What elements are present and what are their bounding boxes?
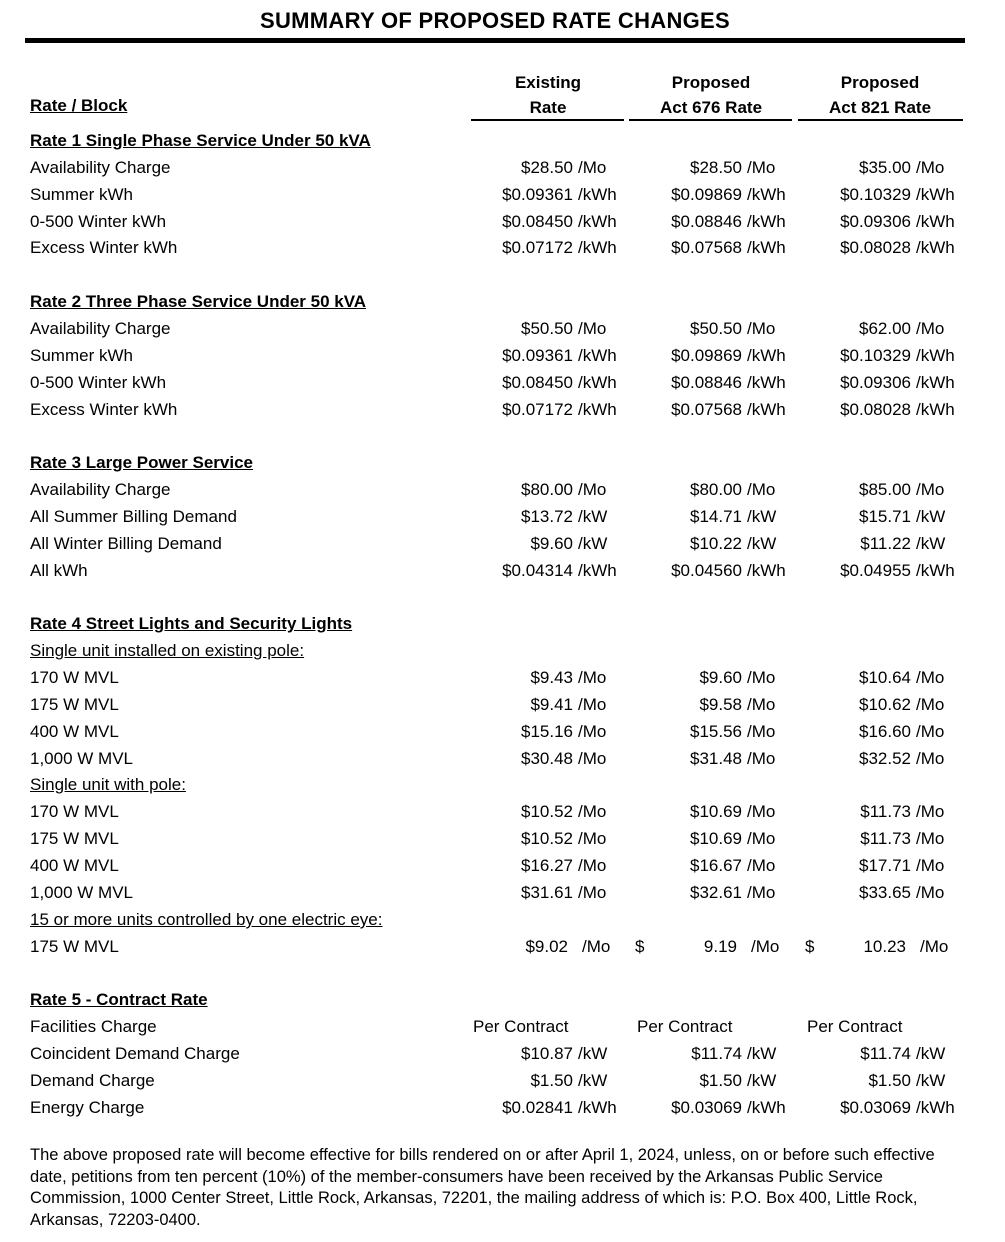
act821-rate-value: $17.71 [859,856,911,875]
act821-rate-value: $35.00 [859,158,911,177]
act676-rate-value: $9.60 [699,668,742,687]
act676-rate-value: $0.07568 [671,238,742,257]
existing-rate-value: $16.27 [521,856,573,875]
act821-rate-unit: /Mo [916,883,945,902]
row-label: Facilities Charge [30,1017,157,1036]
act821-rate-unit: /kWh [916,238,955,257]
act821-rate-unit: /Mo [920,937,949,956]
act676-rate-value: $0.07568 [671,400,742,419]
act676-rate-unit: /kWh [747,346,786,365]
existing-rate-value: $0.07172 [502,238,573,257]
header-act676-line2: Act 676 Rate [659,98,763,117]
act676-rate-unit: /Mo [747,319,776,338]
act821-rate-unit: /Mo [916,480,945,499]
table-row [0,478,1005,502]
row-label: 175 W MVL [30,829,119,848]
existing-rate-value: $9.60 [530,534,573,553]
existing-rate-value: $0.09361 [502,185,573,204]
subsection-heading [0,639,1005,663]
act821-rate-value: $16.60 [859,722,911,741]
act821-rate-value: $0.08028 [840,238,911,257]
row-label: 0-500 Winter kWh [30,212,167,231]
existing-rate-unit: /kW [578,1071,608,1090]
existing-rate-unit: /Mo [578,856,607,875]
existing-rate-value: $0.07172 [502,400,573,419]
act676-rate-unit: /kW [747,1071,777,1090]
row-label: Energy Charge [30,1098,145,1117]
row-label: Coincident Demand Charge [30,1044,240,1063]
act676-rate-unit: /Mo [747,695,776,714]
row-label: Availability Charge [30,158,171,177]
existing-rate-unit: /Mo [578,749,607,768]
table-row [0,344,1005,368]
act821-rate-unit: /kWh [916,185,955,204]
table-row [0,317,1005,341]
existing-rate-value: $9.41 [530,695,573,714]
row-label: 400 W MVL [30,722,119,741]
table-row [0,666,1005,690]
table-row [0,156,1005,180]
act821-rate-unit: /Mo [916,722,945,741]
act821-rate-unit: /Mo [916,749,945,768]
act676-rate-unit: /Mo [747,480,776,499]
act676-rate-unit: /kWh [747,185,786,204]
header-existing-line1: Existing [514,73,582,92]
existing-rate-unit: /kWh [578,373,617,392]
table-row [0,1069,1005,1093]
row-label: 170 W MVL [30,668,119,687]
act821-rate-value: 10.23 [863,937,906,956]
existing-rate-unit: /Mo [578,319,607,338]
existing-rate-unit: /kW [578,1044,608,1063]
act676-rate-value: $0.08846 [671,373,742,392]
section-heading [0,290,1005,314]
page-title: SUMMARY OF PROPOSED RATE CHANGES [259,8,730,33]
act676-rate-unit: /kW [747,534,777,553]
row-label: Excess Winter kWh [30,400,178,419]
act821-rate-unit: /kWh [916,346,955,365]
row-label: Availability Charge [30,319,171,338]
table-row [0,881,1005,905]
act821-rate-value: $0.04955 [840,561,911,580]
row-label: Summer kWh [30,346,133,365]
existing-rate-unit: /kWh [578,400,617,419]
act676-rate-unit: /Mo [747,883,776,902]
row-label: 170 W MVL [30,802,119,821]
act821-rate-unit: /kW [916,534,946,553]
existing-rate-unit: /Mo [578,829,607,848]
table-row [0,236,1005,260]
act821-rate-value: Per Contract [807,1017,903,1036]
subsection-heading [0,908,1005,932]
act821-rate-unit: /kW [916,1071,946,1090]
table-row [0,935,1005,959]
act676-rate-value: Per Contract [637,1017,733,1036]
act821-rate-value: $0.03069 [840,1098,911,1117]
act821-rate-value: $11.73 [860,829,911,848]
row-label: Single unit with pole: [30,775,186,794]
existing-rate-value: $80.00 [521,480,573,499]
row-label: Demand Charge [30,1071,155,1090]
existing-rate-value: $0.08450 [502,212,573,231]
act821-rate-unit: /Mo [916,158,945,177]
existing-rate-unit: /kWh [578,212,617,231]
act676-rate-unit: /kW [747,507,777,526]
table-row [0,1015,1005,1039]
table-row [0,854,1005,878]
act821-rate-unit: /Mo [916,829,945,848]
act821-rate-value: $0.08028 [840,400,911,419]
existing-rate-unit: /Mo [582,937,611,956]
act821-dollar-sign: $ [805,937,815,956]
existing-rate-unit: /kWh [578,1098,617,1117]
act676-rate-unit: /kWh [747,373,786,392]
existing-rate-value: $10.52 [521,802,573,821]
act676-rate-value: $0.08846 [671,212,742,231]
existing-rate-unit: /Mo [578,883,607,902]
act676-rate-value: $28.50 [690,158,742,177]
existing-rate-unit: /Mo [578,480,607,499]
row-label: 1,000 W MVL [30,749,133,768]
act821-rate-value: $0.09306 [840,212,911,231]
act676-rate-value: $10.22 [690,534,742,553]
existing-rate-value: $13.72 [521,507,573,526]
existing-rate-unit: /Mo [578,158,607,177]
existing-rate-value: $30.48 [521,749,573,768]
act821-rate-value: $11.74 [860,1044,911,1063]
act821-rate-unit: /Mo [916,319,945,338]
act821-rate-value: $11.73 [860,802,911,821]
existing-rate-value: $15.16 [521,722,573,741]
row-label: Rate 3 Large Power Service [30,453,254,472]
act676-rate-value: $16.67 [690,856,742,875]
act821-rate-value: $33.65 [859,883,911,902]
existing-rate-value: $9.43 [530,668,573,687]
row-label: 15 or more units controlled by one electric eye: [30,910,383,929]
existing-rate-value: $0.02841 [502,1098,573,1117]
table-row [0,398,1005,422]
row-label: Summer kWh [30,185,133,204]
act821-rate-unit: /Mo [916,668,945,687]
existing-rate-unit: /kWh [578,238,617,257]
table-row [0,210,1005,234]
act676-dollar-sign: $ [635,937,645,956]
act676-rate-unit: /kWh [747,561,786,580]
act821-rate-value: $1.50 [868,1071,911,1090]
existing-rate-value: $31.61 [521,883,573,902]
existing-rate-value: $0.08450 [502,373,573,392]
act676-rate-value: $0.09869 [671,185,742,204]
table-row [0,1096,1005,1120]
existing-rate-value: $1.50 [530,1071,573,1090]
act676-rate-unit: /kWh [747,212,786,231]
row-label: Rate 4 Street Lights and Security Lights [30,614,353,633]
act821-rate-value: $11.22 [860,534,911,553]
act821-rate-value: $15.71 [859,507,911,526]
act676-rate-unit: /Mo [747,668,776,687]
section-heading [0,988,1005,1012]
act821-rate-value: $0.10329 [840,185,911,204]
header-existing-line2: Rate [529,98,567,117]
existing-rate-value: $50.50 [521,319,573,338]
existing-rate-unit: /Mo [578,722,607,741]
table-row [0,800,1005,824]
act676-rate-value: $0.04560 [671,561,742,580]
existing-rate-unit: /Mo [578,695,607,714]
act821-rate-value: $85.00 [859,480,911,499]
row-label: 400 W MVL [30,856,119,875]
act676-rate-unit: /kWh [747,400,786,419]
row-label: Rate 5 - Contract Rate [30,990,208,1009]
act676-rate-value: $9.58 [699,695,742,714]
act676-rate-unit: /Mo [747,158,776,177]
act676-rate-value: $0.09869 [671,346,742,365]
row-label: All Summer Billing Demand [30,507,237,526]
act821-rate-value: $32.52 [859,749,911,768]
existing-rate-value: $28.50 [521,158,573,177]
act676-rate-value: $32.61 [690,883,742,902]
act821-rate-unit: /kWh [916,373,955,392]
act676-rate-unit: /kWh [747,1098,786,1117]
act676-rate-unit: /kW [747,1044,777,1063]
existing-rate-unit: /kWh [578,346,617,365]
act676-rate-unit: /Mo [747,856,776,875]
act676-rate-unit: /kWh [747,238,786,257]
header-act676-line1: Proposed [671,73,751,92]
existing-rate-unit: /kW [578,507,608,526]
row-label: 1,000 W MVL [30,883,133,902]
act676-rate-unit: /Mo [747,722,776,741]
act821-rate-value: $0.10329 [840,346,911,365]
header-rate-block: Rate / Block [30,96,128,115]
table-row [0,1042,1005,1066]
footnote: The above proposed rate will become effective for bills rendered on or after April 1, 2024, unless, on or before such effective date, petitions from ten percent (10%) of the member-consumers have been received by the Arkansas Public Service Commission, 1000 Center Street, Little Rock, Arkansas, 72201, the mailing address of which is: P.O. Box 400, Little Rock, Arkansas, 72203-0400. [30,1146,935,1229]
existing-rate-unit: /kWh [578,561,617,580]
row-label: Rate 2 Three Phase Service Under 50 kVA [30,292,367,311]
row-label: Single unit installed on existing pole: [30,641,305,660]
act676-rate-value: $10.69 [690,802,742,821]
act676-rate-unit: /Mo [747,802,776,821]
act676-rate-value: $80.00 [690,480,742,499]
act676-rate-value: $10.69 [690,829,742,848]
subsection-heading [0,773,1005,797]
table-row [0,747,1005,771]
act676-rate-value: $11.74 [691,1044,742,1063]
existing-rate-value: $10.52 [521,829,573,848]
row-label: Excess Winter kWh [30,238,178,257]
row-label: 0-500 Winter kWh [30,373,167,392]
act676-rate-value: $31.48 [690,749,742,768]
existing-rate-value: $10.87 [521,1044,573,1063]
act676-rate-value: 9.19 [703,937,737,956]
act676-rate-unit: /Mo [747,829,776,848]
table-row [0,827,1005,851]
existing-rate-value: Per Contract [473,1017,569,1036]
act821-rate-unit: /kWh [916,1098,955,1117]
act821-rate-unit: /kW [916,1044,946,1063]
act676-rate-value: $1.50 [699,1071,742,1090]
row-label: 175 W MVL [30,695,119,714]
existing-rate-unit: /kW [578,534,608,553]
section-heading [0,129,1005,153]
act821-rate-value: $62.00 [859,319,911,338]
act821-rate-value: $10.64 [859,668,911,687]
act676-rate-value: $50.50 [690,319,742,338]
existing-rate-unit: /Mo [578,802,607,821]
row-label: Rate 1 Single Phase Service Under 50 kVA [30,131,371,150]
table-row [0,505,1005,529]
table-row [0,559,1005,583]
section-heading [0,612,1005,636]
act821-rate-value: $0.09306 [840,373,911,392]
act821-rate-unit: /kWh [916,561,955,580]
table-row [0,183,1005,207]
act821-rate-unit: /kWh [916,400,955,419]
row-label: Availability Charge [30,480,171,499]
table-row [0,371,1005,395]
row-label: All Winter Billing Demand [30,534,222,553]
existing-rate-unit: /kWh [578,185,617,204]
row-label: 175 W MVL [30,937,119,956]
act676-rate-unit: /Mo [751,937,780,956]
table-row [0,693,1005,717]
act676-rate-value: $15.56 [690,722,742,741]
act821-rate-unit: /Mo [916,856,945,875]
existing-rate-unit: /Mo [578,668,607,687]
header-act821-line1: Proposed [840,73,920,92]
act821-rate-unit: /Mo [916,802,945,821]
section-heading [0,451,1005,475]
act821-rate-unit: /Mo [916,695,945,714]
act821-rate-unit: /kWh [916,212,955,231]
act821-rate-unit: /kW [916,507,946,526]
act676-rate-unit: /Mo [747,749,776,768]
table-row [0,532,1005,556]
table-row [0,720,1005,744]
act676-rate-value: $14.71 [690,507,742,526]
header-act821-line2: Act 821 Rate [828,98,932,117]
existing-rate-value: $9.02 [525,937,568,956]
row-label: All kWh [30,561,88,580]
existing-rate-value: $0.04314 [502,561,573,580]
act821-rate-value: $10.62 [859,695,911,714]
existing-rate-value: $0.09361 [502,346,573,365]
act676-rate-value: $0.03069 [671,1098,742,1117]
